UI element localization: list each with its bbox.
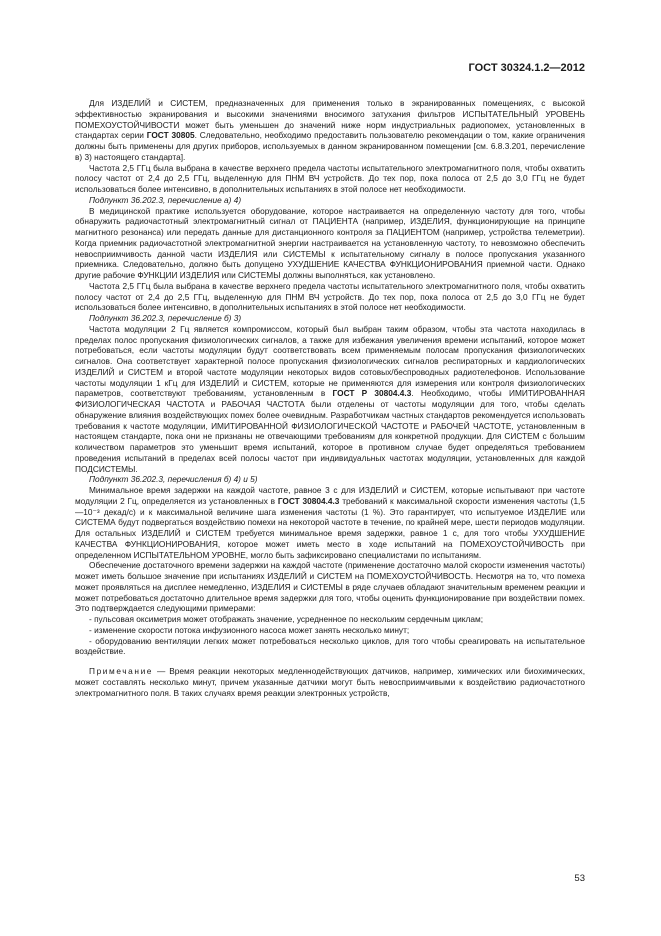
body-paragraph <box>75 485 585 560</box>
standard-reference: ГОСТ 30804.4.3 <box>277 495 340 506</box>
subclause-reference <box>75 313 585 324</box>
text-run: — Время реакции некоторых медленнодействующих датчиков, например, химических или биохимических, может составлять несколько минут, причем указанные датчики могут быть невосприимчивыми к воздействию радиочастотного электромагнитного поля. В таких случаях время реакции электронных устройств, <box>75 666 585 698</box>
body-paragraph <box>75 163 585 195</box>
document-code-header: ГОСТ 30324.1.2—2012 <box>468 62 585 74</box>
body-paragraph <box>75 98 585 163</box>
text-run: Подпункт 36.202.3, перечисления б) 4) и 5) <box>89 474 258 485</box>
text-run: В медицинской практике используется оборудование, которое настраивается на определенную частоту для того, чтобы обнаружить радиочастотный электромагнитный сигнал от ПАЦИЕНТА (например, ИЗДЕЛИЯ, функционирующие на принципе магнитного резонанса) или передать данные для дистанционного контроля за ПАЦИЕНТОМ (например, устройства телеметрии). Когда приемник радиочастотной электромагнитной энергии настраивается на установленную частоту, то невозможно обеспечить невосприимчивость данной части ИЗДЕЛИЯ или СИСТЕМЫ к испытательному сигналу в полосе пропускания указанного приемника. Следовательно, должно быть допущено УХУДШЕНИЕ КАЧЕСТВА ФУНКЦИОНИРОВАНИЯ приемной части. Однако другие рабочие ФУНКЦИИ ИЗДЕЛИЯ или СИСТЕМЫ должны выполняться, как установлено. <box>75 205 585 280</box>
text-run: - пульсовая оксиметрия может отображать значение, усредненное по нескольким сердечным циклам; <box>89 614 483 624</box>
body-paragraph <box>75 324 585 475</box>
list-item <box>75 625 585 636</box>
body-paragraph <box>75 281 585 313</box>
body-paragraph <box>75 560 585 614</box>
subclause-reference <box>75 474 585 485</box>
list-item <box>75 614 585 625</box>
text-run: Частота 2,5 ГГц была выбрана в качестве верхнего предела частоты испытательного электромагнитного поля, чтобы охватить полосу частот от 2,4 до 2,5 ГГц, выделенную для ПНМ ВЧ устройств. До тех пор, пока полоса от 2,5 до 3,0 ГГц не будет использоваться более интенсивно, в дополнительных испытаниях в этой полосе нет необходимости. <box>75 162 585 194</box>
text-run: . Следовательно, необходимо предоставить пользователю рекомендации о том, какие ограничения должны быть применены для других приборов, используемых в данном экранированном помещении [см. 6.8.3.201, перечисление в) 3) настоящего стандарта]. <box>75 130 586 162</box>
text-run: Частота 2,5 ГГц была выбрана в качестве верхнего предела частоты испытательного электромагнитного поля, чтобы охватить полосу частот от 2,4 до 2,5 ГГц, выделенную для ПНМ ВЧ устройств. До тех пор, пока полоса от 2,5 до 3,0 ГГц не будет использоваться более интенсивно, в дополнительных испытаниях в этой полосе нет необходимости. <box>75 280 585 313</box>
body-paragraph <box>75 206 585 281</box>
list-item <box>75 636 585 658</box>
text-run: Подпункт 36.202.3, перечисление б) 3) <box>89 313 242 323</box>
text-run: Частота модуляции 2 Гц является компромиссом, который был выбран таким образом, чтобы эта частота находилась в пределах полос пропускания физиологических сигналов, а также для избежания увеличения времени испытаний, которое может потребоваться, если частоты модуляции будут соответствовать всем применяемым полосам пропускания физиологических сигналов. Она соответствует характерной полосе пропускания физиологических сигналов респираторных и кардиологических ИЗДЕЛИЙ и СИСТЕМ и второй частоте модуляции некоторых видов сотовых/беспроводных радиотелефонов. Использование частоты модуляции 1 кГц для ИЗДЕЛИЙ и СИСТЕМ, которые не применяются для измерения или контроля физиологических параметров, соответствуют требованиям, установленным в <box>75 323 585 399</box>
text-run: - изменение скорости потока инфузионного насоса может занять несколько минут; <box>89 624 410 635</box>
text-run: Обеспечение достаточного времени задержки на каждой частоте (применение достаточно малой скорости изменения частоты) может иметь большое значение при испытаниях ИЗДЕЛИЙ и СИСТЕМ на ПОМЕХОУСТОЙЧИВОСТЬ. Несмотря на то, что помеха может проявляться на дисплее немедленно, ИЗДЕЛИЯ и СИСТЕМЫ в ряде случаев обладают значительным временем реакции и может потребоваться достаточно длительное время задержки для того, чтобы оценить функционирование при воздействии помех. Это подтверждается следующими примерами: <box>75 560 585 614</box>
standard-reference: ГОСТ 30805 <box>146 130 195 141</box>
text-run: Минимальное время задержки на каждой частоте, равное 3 с для ИЗДЕЛИЙ и СИСТЕМ, которые испытывают при частоте модуляции 2 Гц, определяется из установленных в <box>75 485 585 506</box>
text-run: - оборудованию вентиляции легких может потребоваться несколько циклов, для того чтобы среагировать на испытательное воздействие. <box>75 635 585 657</box>
page-number: 53 <box>574 873 585 884</box>
note-paragraph <box>75 666 585 698</box>
text-run: Подпункт 36.202.3, перечисление а) 4) <box>89 194 242 205</box>
document-body <box>75 98 585 698</box>
text-run: . Необходимо, чтобы ИМИТИРОВАННАЯ ФИЗИОЛОГИЧЕСКАЯ ЧАСТОТА и РАБОЧАЯ ЧАСТОТА были отделены от частоты модуляции для того, чтобы сделать обнаружение влияния воздействующих помех более очевидным. Разработчикам частных стандартов рекомендуется использовать требования к частоте модуляции, ИМИТИРОВАННОЙ ФИЗИОЛОГИЧЕСКОЙ ЧАСТОТЕ и РАБОЧЕЙ ЧАСТОТЕ, установленным в настоящем стандарте, пока они не признаны не отвечающими требованиям для конкретной продукции. Для СИСТЕМ с большим количеством параметров это уменьшит время испытаний, которое в противном случае будет определяться требованием проведения испытаний в пределах всей полосы частот при индивидуальных частотах модуляции, установленных для каждой ПОДСИСТЕМЫ. <box>75 388 585 474</box>
note-label: Примечание <box>89 666 154 676</box>
standard-reference: ГОСТ Р 30804.4.3 <box>332 388 412 399</box>
subclause-reference <box>75 195 585 206</box>
text-run: требований к максимальной скорости изменения частоты (1,5—10⁻³ декад/с) и к максимальной величине шага изменения частоты (1 %). Это гарантирует, что испытуемое ИЗДЕЛИЕ или СИСТЕМА будут подвергаться воздействию помехи на некоторой частоте в течение, по крайней мере, шести периодов модуляции. Для остальных ИЗДЕЛИЙ и СИСТЕМ требуется минимальное время задержки, равное 1 с, для того чтобы УХУДШЕНИЕ КАЧЕСТВА ФУНКЦИОНИРОВАНИЯ, которое может иметь место в ходе испытаний на ПОМЕХОУСТОЙЧИВОСТЬ при определенном ИСПЫТАТЕЛЬНОМ УРОВНЕ, могло быть зафиксировано специалистами по испытаниям. <box>75 495 585 560</box>
text-run: Для ИЗДЕЛИЙ и СИСТЕМ, предназначенных для применения только в экранированных помещениях, с высокой эффективностью экранирования и высокими значениями вносимого затухания фильтров ИСПЫТАТЕЛЬНЫЙ УРОВЕНЬ ПОМЕХОУСТОЙЧИВОСТИ может быть уменьшен до значений ниже норм индустриальных радиопомех, установленных в стандартах серии <box>75 98 585 141</box>
